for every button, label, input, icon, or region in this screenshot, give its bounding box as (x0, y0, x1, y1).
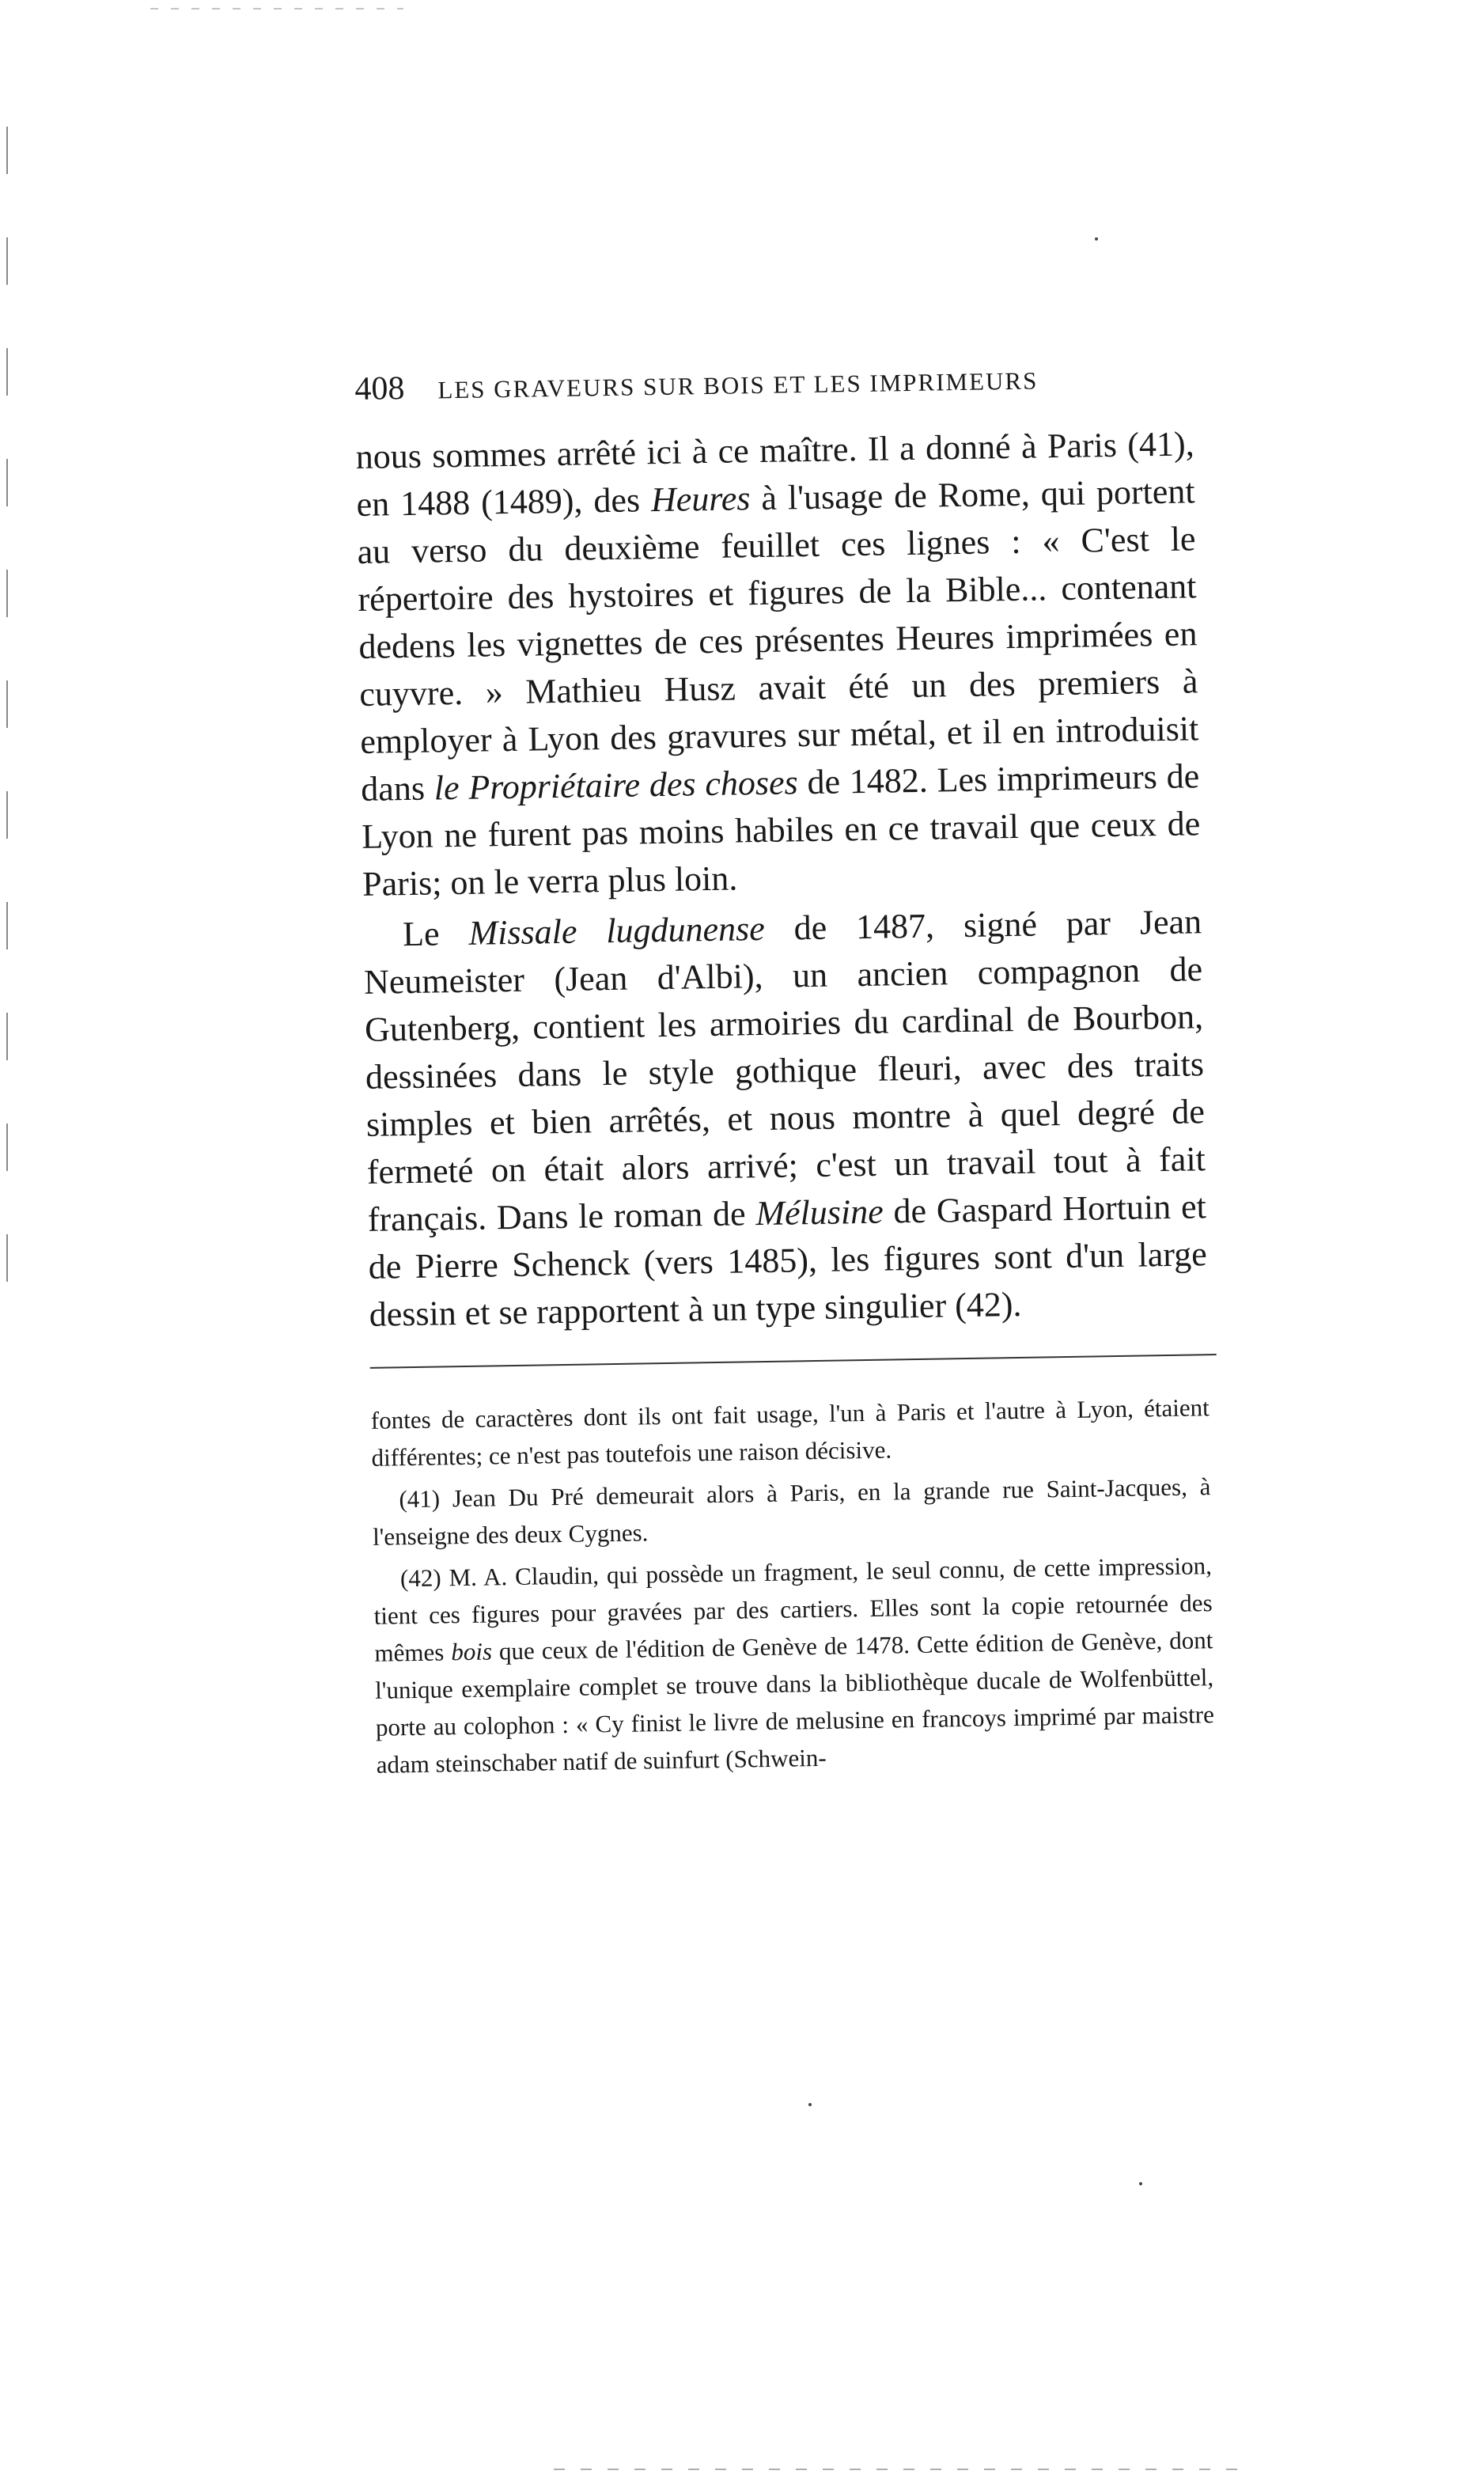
scan-speck (1139, 2182, 1142, 2185)
paragraph-1-text-c: de 1482. Les imprimeurs de Lyon ne furent pas moins habiles en ce travail que ceux de Paris; on le verra plus loin. (361, 756, 1201, 904)
footnote-42-italic-bois: bois (451, 1637, 493, 1666)
scan-speck (1095, 237, 1098, 241)
scan-speck (808, 2103, 812, 2106)
paragraph-1-title-heures: Heures (650, 479, 751, 520)
paragraph-2-text-c: de Gaspard Hortuin et de Pierre Schenck (vers 1485), les figures sont d'un large dessin et se rapportent à un type singulier (42). (368, 1187, 1208, 1334)
paragraph-2-title-melusine: Mélusine (755, 1192, 884, 1233)
page-number: 408 (354, 370, 405, 407)
running-title: LES GRAVEURS SUR BOIS ET LES IMPRIMEURS (437, 366, 1039, 404)
scan-edge-left (6, 127, 8, 1313)
footnote-42-text-a: (42) M. A. Claudin, qui possède un fragment, le seul connu, de cette impression, tient ces figures pour gravées par des cartiers. Elles sont la copie retournée des mêmes (373, 1552, 1213, 1667)
footnote-rule (370, 1354, 1217, 1369)
paragraph-1-text-b: à l'usage de Rome, qui portent au verso du deuxième feuillet ces lignes : « C'est le répertoire des hystoires et figures de la Bible... contenant dedens les vignettes de ces présentes Heures imprimées en cuyvre. » Mathieu Husz avait été un des premiers à employer à Lyon des gravures sur métal, et il en introduisit dans (357, 472, 1199, 809)
footnote-42 (373, 1547, 1215, 1783)
paragraph-1-title-proprietaire: le Propriétaire des choses (433, 763, 799, 808)
paragraph-1-text-a: nous sommes arrêté ici à ce maître. Il a donné à Paris (41), en 1488 (1489), des (355, 424, 1194, 524)
paragraph-2-text-a: Le (402, 913, 469, 954)
paragraph-1 (355, 420, 1201, 908)
footnote-41: (41) Jean Du Pré demeurait alors à Paris, en la grande rue Saint-Jacques, à l'enseigne des deux Cygnes. (372, 1472, 1211, 1551)
scan-artifact-top (150, 8, 403, 9)
paragraph-2-text-b: de 1487, signé par Jean Neumeister (Jean d'Albi), un ancien compagnon de Gutenberg, contient les armoiries du cardinal de Bourbon, dessinées dans le style gothique fleuri, avec des traits simples et bien arrêtés, et nous montre à quel degré de fermeté on était alors arrivé; c'est un travail tout à fait français. Dans le roman de (363, 902, 1206, 1239)
footnotes (370, 1389, 1214, 1783)
book-page (354, 357, 1231, 1783)
footnote-42-text-b: que ceux de l'édition de Genève de 1478. Cette édition de Genève, dont l'unique exemplaire complet se trouve dans la bibliothèque ducale de Wolfenbüttel, porte au colophon : « Cy finist le livre de melusine en francoys imprimé par maistre adam steinschaber natif de suinfurt (Schwein- (374, 1626, 1215, 1779)
paragraph-2 (363, 898, 1208, 1339)
main-text (355, 420, 1208, 1339)
paragraph-2-title-missale: Missale lugdunense (468, 908, 766, 953)
scan-artifact-bottom (554, 2469, 1250, 2470)
footnote-continuation: fontes de caractères dont ils ont fait usage, l'un à Paris et l'autre à Lyon, étaient différentes; ce n'est pas toutefois une raison décisive. (370, 1393, 1210, 1472)
